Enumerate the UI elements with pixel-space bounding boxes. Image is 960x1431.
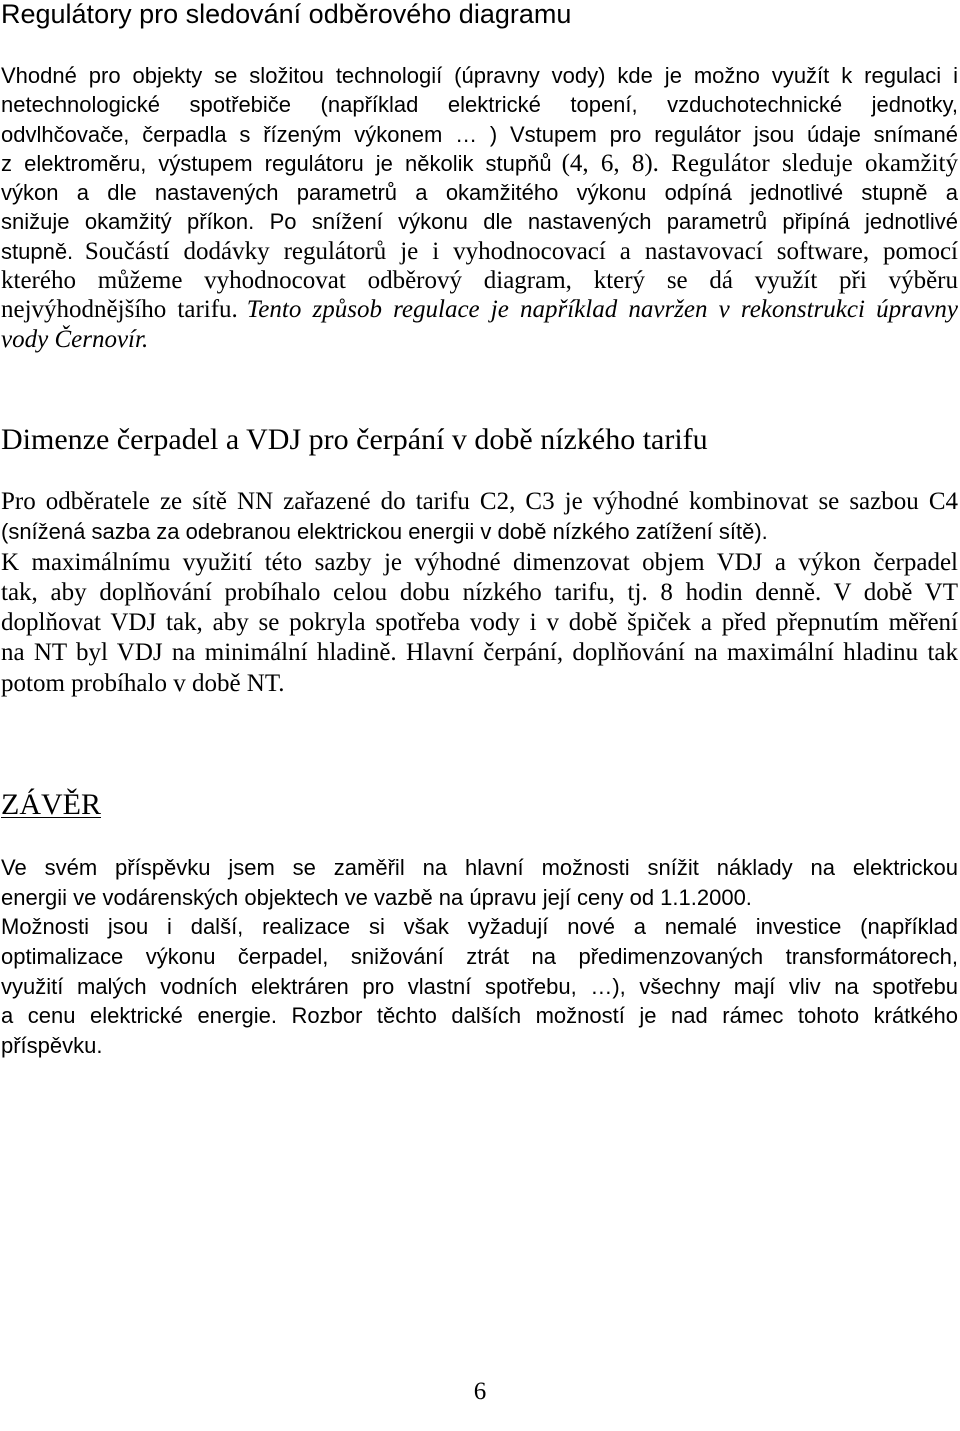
text-segment: netechnologické spotřebiče (například elektrické topení, vzduchotechnické jednotky,: [1, 92, 958, 118]
page-number: 6: [473, 1378, 487, 1405]
text-segment: Součástí dodávky regulátorů je i vyhodnocovací a nastavovací software, pomocí: [84, 237, 958, 265]
text-line: [1, 120, 958, 149]
text-segment: příspěvku.: [1, 1033, 103, 1059]
heading-text: ZÁVĚR: [1, 788, 101, 821]
text-segment: potom probíhalo v době NT.: [1, 669, 285, 697]
text-segment: Pro odběratele ze sítě NN zařazené do tarifu C2, C3 je výhodné kombinovat se sazbou C4: [1, 488, 958, 515]
section-heading-conclusion: [1, 787, 958, 823]
paragraph-conclusion: [1, 853, 958, 1061]
text-line: [1, 325, 958, 354]
text-segment: K maximálnímu využití této sazby je výhodné dimenzovat objem VDJ a výkon čerpadel: [1, 548, 958, 576]
italic-text-segment: Tento způsob regulace je například navržen v rekonstrukci úpravny: [246, 296, 958, 324]
paragraph-regulators: [1, 61, 958, 354]
text-segment: tak, aby doplňování probíhalo celou dobu nízkého tarifu, tj. 8 hodin denně. V době VT: [1, 578, 958, 606]
text-line: [1, 669, 958, 699]
heading-text: Regulátory pro sledování odběrového diagramu: [1, 0, 572, 29]
text-segment: snižuje okamžitý příkon. Po snížení výkonu dle nastavených parametrů připíná jednotlivé: [1, 209, 958, 235]
text-segment: využití malých vodních elektráren pro vlastní spotřebu, …), všechny mají vliv na spotřebu: [1, 973, 958, 999]
text-line: [1, 178, 958, 207]
text-segment: (snížená sazba za odebranou elektrickou energii v době nízkého zatížení sítě).: [1, 519, 768, 545]
paragraph-pump-sizing: [1, 487, 958, 699]
text-segment: optimalizace výkonu čerpadel, snižování ztrát na předimenzovaných transformátorech,: [1, 944, 958, 970]
text-segment: Možnosti jsou i další, realizace si však vyžadují nové a nemalé investice (například: [1, 914, 958, 940]
text-line: [1, 1031, 958, 1061]
text-segment: z elektroměru, výstupem regulátoru je několik stupňů: [1, 150, 552, 176]
text-line: [1, 295, 958, 324]
italic-text-segment: vody Černovír.: [1, 325, 149, 353]
text-line: [1, 853, 958, 883]
text-line: [1, 1001, 958, 1031]
text-line: [1, 883, 958, 913]
text-line: [1, 638, 958, 668]
text-line: [1, 61, 958, 90]
text-line: [1, 90, 958, 119]
section-heading-regulators: [1, 0, 958, 28]
text-line: [1, 149, 958, 178]
text-segment: Ve svém příspěvku jsem se zaměřil na hlavní možnosti snížit náklady na elektrickou: [1, 855, 958, 880]
text-line: [1, 207, 958, 236]
text-line: [1, 972, 958, 1002]
text-segment: na NT byl VDJ na minimální hladině. Hlavní čerpání, doplňování na maximální hladinu tak: [1, 639, 958, 667]
heading-text: Dimenze čerpadel a VDJ pro čerpání v době nízkého tarifu: [1, 423, 708, 456]
text-segment: nejvýhodnějšího tarifu.: [1, 296, 238, 324]
text-segment: kterého můžeme vyhodnocovat odběrový diagram, který se dá využít při výběru: [1, 267, 958, 295]
text-line: [1, 578, 958, 608]
text-line: [1, 912, 958, 942]
text-line: [1, 608, 958, 638]
text-segment: stupně.: [1, 238, 74, 264]
text-segment: energii ve vodárenských objektech ve vazbě na úpravu její ceny od 1.1.2000.: [1, 884, 752, 910]
text-segment: odvlhčovače, čerpadla s řízeným výkonem … ) Vstupem pro regulátor jsou údaje snímané: [1, 121, 958, 147]
text-line: [1, 548, 958, 578]
text-line: [1, 517, 958, 547]
text-segment: výkon a dle nastavených parametrů a okamžitého výkonu odpíná jednotlivé stupně a: [1, 180, 958, 206]
text-segment: a cenu elektrické energie. Rozbor těchto dalších možností je nad rámec tohoto krátkého: [1, 1003, 958, 1029]
text-line: [1, 266, 958, 295]
section-heading-pump-sizing: [1, 422, 958, 458]
text-segment: (4, 6, 8). Regulátor sleduje okamžitý: [561, 149, 958, 177]
text-line: [1, 942, 958, 972]
text-segment: Vhodné pro objekty se složitou technologií (úpravny vody) kde je možno využít k regulaci i: [1, 63, 958, 88]
text-segment: doplňovat VDJ tak, aby se pokryla spotřeba vody i v době špiček a před přepnutím měření: [1, 609, 958, 637]
text-line: [1, 237, 958, 266]
text-line: [1, 487, 958, 517]
